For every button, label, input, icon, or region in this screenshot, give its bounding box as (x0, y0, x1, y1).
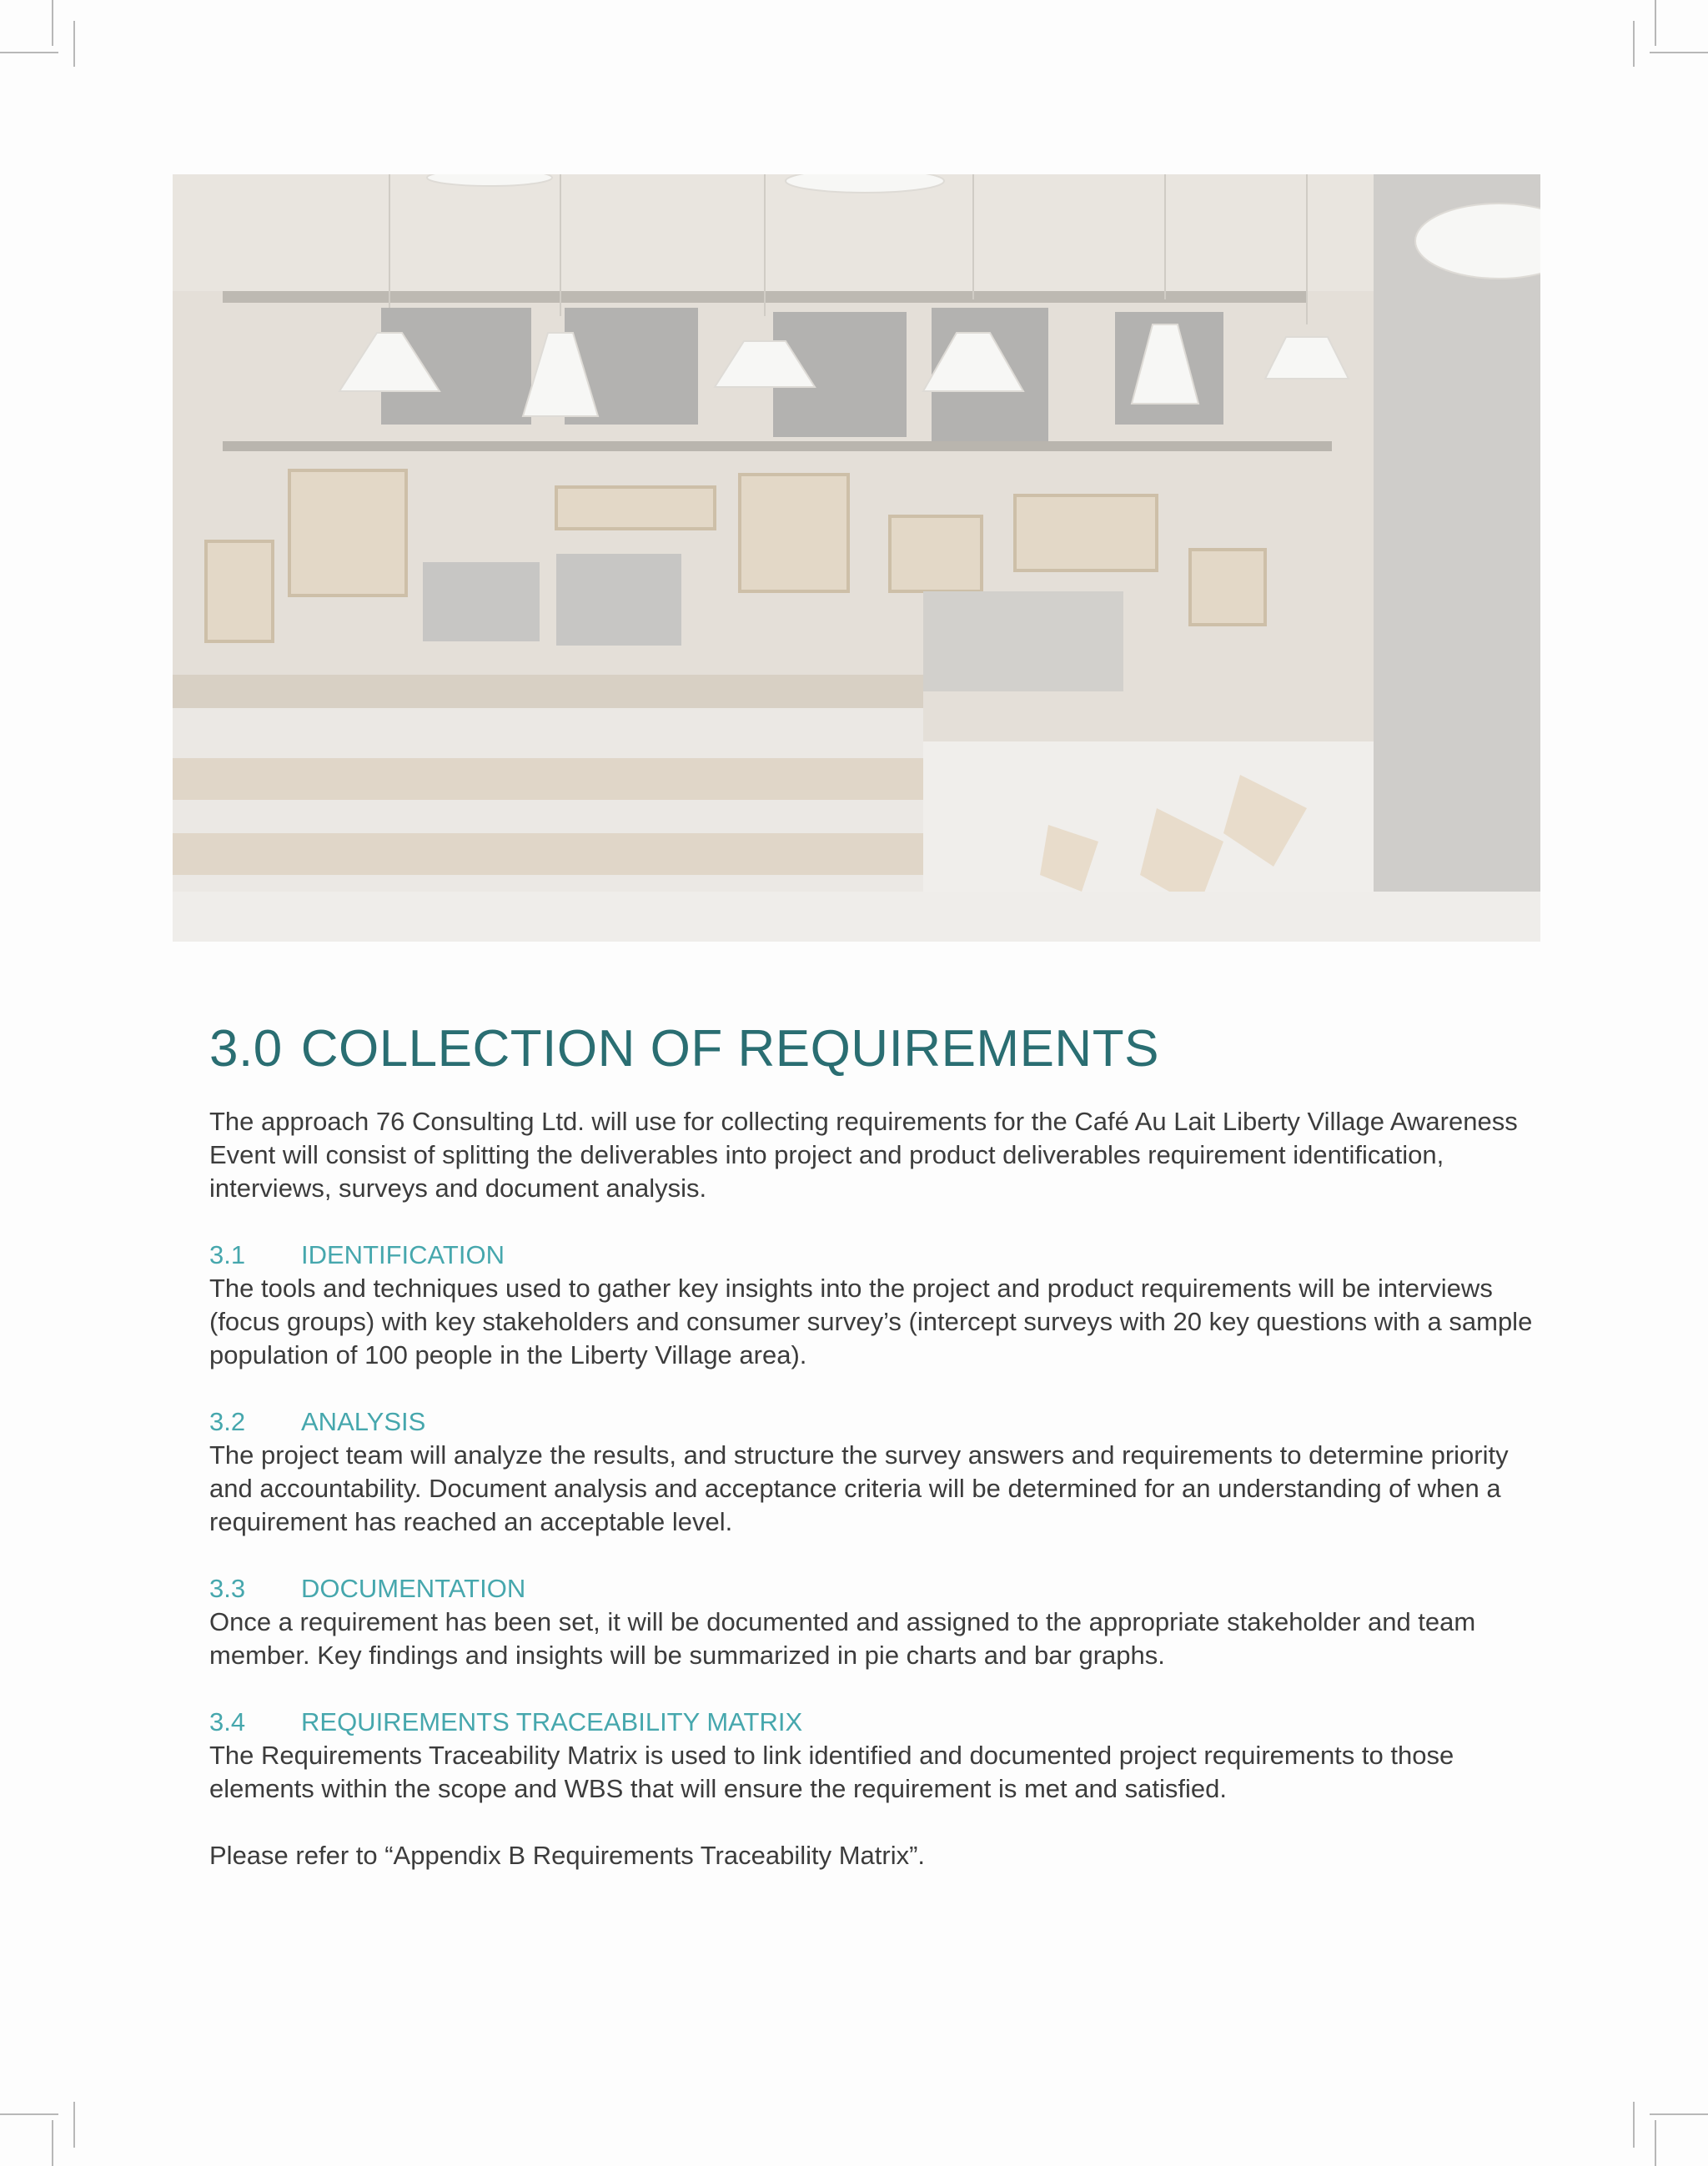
subsection-title: REQUIREMENTS TRACEABILITY MATRIX (301, 1707, 803, 1736)
cafe-interior-illustration (173, 174, 1540, 942)
subsection-heading (209, 1706, 1544, 1739)
intro-paragraph: The approach 76 Consulting Ltd. will use for collecting requirements for the Café Au Lait Liberty Village Awareness Event will consist of splitting the deliverables into project and product deliverables requirement identification, interviews, surveys and document analysis. (209, 1107, 1518, 1203)
crop-mark (0, 2113, 58, 2115)
subsection-heading (209, 1239, 1544, 1272)
crop-mark (73, 2102, 75, 2148)
subsection-title: IDENTIFICATION (301, 1240, 505, 1269)
subsection-number: 3.3 (209, 1574, 246, 1603)
section-analysis (209, 1405, 1544, 1539)
section-documentation (209, 1572, 1544, 1672)
crop-mark (52, 2120, 53, 2166)
subsection-body: The tools and techniques used to gather key insights into the project and product requirements will be interviews (focus groups) with key stakeholders and consumer survey’s (intercept surveys with 20 key questions with a sample population of 100 people in the Liberty Village area). (209, 1274, 1533, 1369)
section-number: 3.0 (209, 1020, 283, 1078)
appendix-reference: Please refer to “Appendix B Requirements Traceability Matrix”. (209, 1841, 926, 1870)
subsection-number: 3.1 (209, 1240, 246, 1269)
subsection-heading (209, 1572, 1544, 1606)
section-identification (209, 1239, 1544, 1372)
subsection-body: Once a requirement has been set, it will be documented and assigned to the appropriate stakeholder and team member. Key findings and insights will be summarized in pie charts and bar graphs. (209, 1607, 1476, 1670)
subsection-title: ANALYSIS (301, 1407, 426, 1436)
subsection-body: The project team will analyze the results, and structure the survey answers and requirements to determine priority and accountability. Document analysis and acceptance criteria will be determined for an understanding of when a requirement has reached an acceptable level. (209, 1440, 1509, 1536)
subsection-number: 3.2 (209, 1407, 246, 1436)
crop-mark (0, 52, 58, 53)
crop-mark (1655, 2120, 1656, 2166)
crop-mark (1633, 2102, 1635, 2148)
crop-mark (52, 0, 53, 46)
subsection-body: The Requirements Traceability Matrix is used to link identified and documented project requirements to those elements within the scope and WBS that will ensure the requirement is met and satisfied. (209, 1741, 1454, 1803)
crop-mark (1650, 2113, 1708, 2115)
crop-mark (1650, 52, 1708, 53)
section-title: COLLECTION OF REQUIREMENTS (300, 1020, 1159, 1078)
section-traceability-matrix (209, 1706, 1544, 1806)
crop-mark (1633, 21, 1635, 67)
subsection-number: 3.4 (209, 1707, 246, 1736)
page-title (209, 1019, 1544, 1078)
crop-mark (73, 21, 75, 67)
document-body (209, 1019, 1544, 1872)
subsection-title: DOCUMENTATION (301, 1574, 526, 1603)
crop-mark (1655, 0, 1656, 46)
subsection-heading (209, 1405, 1544, 1439)
cafe-interior-photo (173, 174, 1540, 942)
